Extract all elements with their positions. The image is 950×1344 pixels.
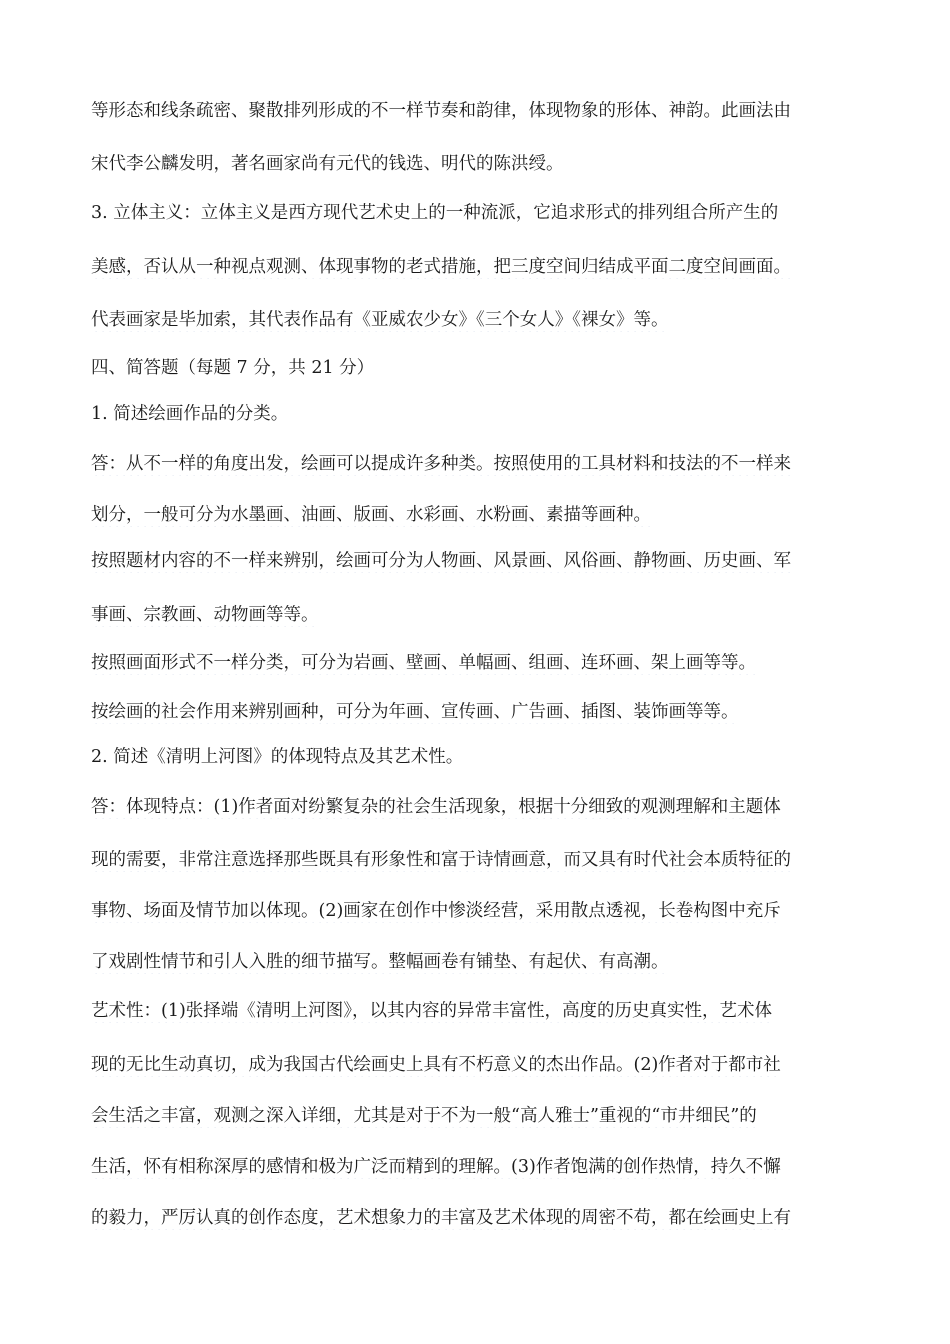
- text-line: 的毅力，严厉认真的创作态度，艺术想象力的丰富及艺术体现的周密不苟，都在绘画史上有: [91, 1208, 791, 1228]
- text-line: 了戏剧性情节和引人入胜的细节描写。整幅画卷有铺垫、有起伏、有高潮。: [91, 952, 669, 972]
- section-heading: 四、简答题（每题 7 分，共 21 分）: [91, 358, 375, 378]
- text-line: 宋代李公麟发明，著名画家尚有元代的钱选、明代的陈洪绶。: [91, 154, 564, 174]
- text-line: 生活，怀有相称深厚的感情和极为广泛而精到的理解。(3)作者饱满的创作热情，持久不懈: [91, 1157, 781, 1177]
- text-line: 按照题材内容的不一样来辨别，绘画可分为人物画、风景画、风俗画、静物画、历史画、军: [91, 551, 791, 571]
- text-line: 划分，一般可分为水墨画、油画、版画、水彩画、水粉画、素描等画种。: [91, 505, 651, 525]
- text-line: 等形态和线条疏密、聚散排列形成的不一样节奏和韵律，体现物象的形体、神韵。此画法由: [91, 101, 791, 121]
- text-line: 3. 立体主义：立体主义是西方现代艺术史上的一种流派，它追求形式的排列组合所产生的: [91, 203, 779, 223]
- text-line: 按绘画的社会作用来辨别画种，可分为年画、宣传画、广告画、插图、装饰画等等。: [91, 702, 739, 722]
- question-heading: 2. 简述《清明上河图》的体现特点及其艺术性。: [91, 747, 464, 767]
- text-line: 会生活之丰富，观测之深入详细，尤其是对于不为一般“高人雅士”重视的“市井细民”的: [91, 1106, 757, 1126]
- question-heading: 1. 简述绘画作品的分类。: [91, 404, 289, 424]
- text-line: 答：体现特点：(1)作者面对纷繁复杂的社会生活现象，根据十分细致的观测理解和主题体: [91, 797, 781, 817]
- text-line: 事物、场面及情节加以体现。(2)画家在创作中惨淡经营，采用散点透视，长卷构图中充斥: [91, 901, 781, 921]
- text-line: 代表画家是毕加索，其代表作品有《亚威农少女》《三个女人》《裸女》等。: [91, 310, 669, 330]
- text-line: 现的需要，非常注意选择那些既具有形象性和富于诗情画意，而又具有时代社会本质特征的: [91, 850, 791, 870]
- text-line: 美感，否认从一种视点观测、体现事物的老式措施，把三度空间归结成平面二度空间画面。: [91, 257, 791, 277]
- text-line: 答：从不一样的角度出发，绘画可以提成许多种类。按照使用的工具材料和技法的不一样来: [91, 454, 791, 474]
- text-line: 事画、宗教画、动物画等等。: [91, 605, 319, 625]
- text-line: 按照画面形式不一样分类，可分为岩画、壁画、单幅画、组画、连环画、架上画等等。: [91, 653, 756, 673]
- text-line: 艺术性：(1)张择端《清明上河图》，以其内容的异常丰富性，高度的历史真实性，艺术体: [91, 1001, 773, 1021]
- text-line: 现的无比生动真切，成为我国古代绘画史上具有不朽意义的杰出作品。(2)作者对于都市社: [91, 1055, 781, 1075]
